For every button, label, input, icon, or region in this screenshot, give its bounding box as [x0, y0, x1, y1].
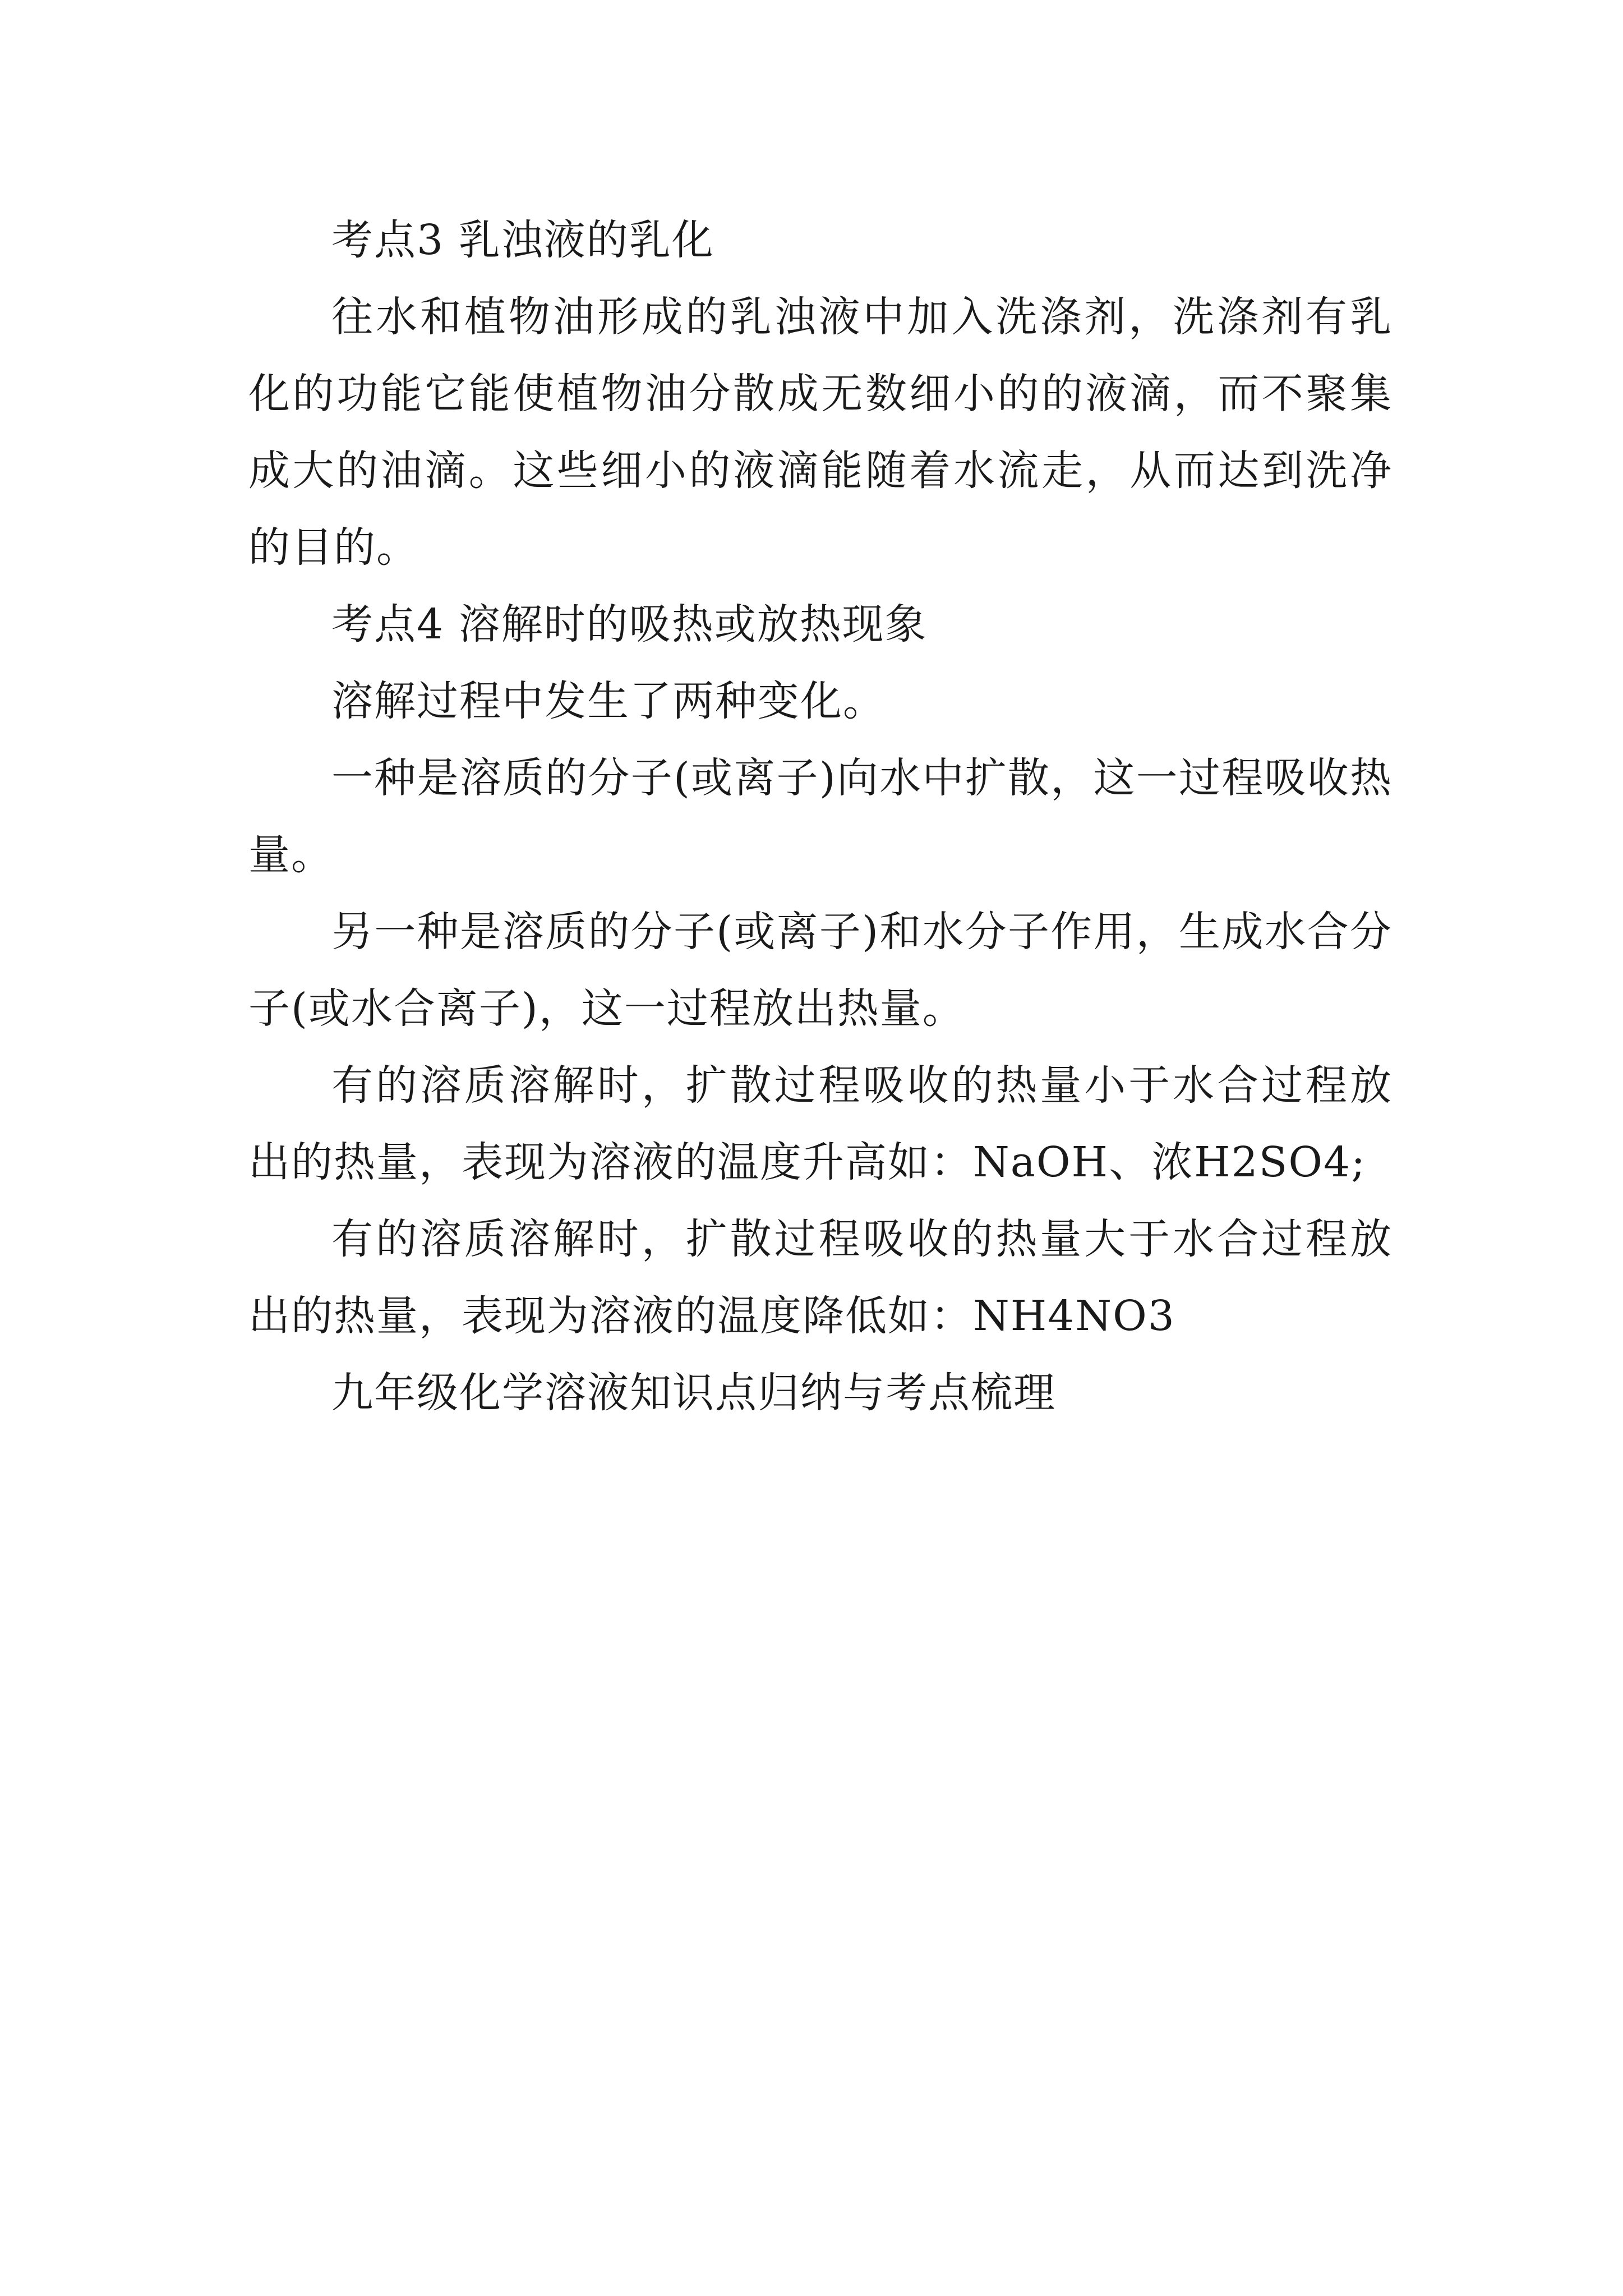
paragraph-two-changes: 溶解过程中发生了两种变化。	[331, 677, 886, 725]
document-body	[248, 202, 1393, 1432]
paragraph-temperature-rise: 有的溶质溶解时，扩散过程吸收的热量小于水合过程放出的热量，表现为溶液的温度升高如：NaOH、浓H2SO4;	[248, 1061, 1393, 1186]
paragraph-emulsification: 往水和植物油形成的乳浊液中加入洗涤剂，洗涤剂有乳化的功能它能使植物油分散成无数细小的的液滴，而不聚集成大的油滴。这些细小的液滴能随着水流走，从而达到洗净的目的。	[248, 293, 1393, 572]
section-heading-emulsification: 考点3 乳浊液的乳化	[331, 216, 714, 264]
paragraph-hydration: 另一种是溶质的分子(或离子)和水分子作用，生成水合分子(或水合离子)，这一过程放出热量。	[248, 908, 1393, 1033]
paragraph-temperature-drop: 有的溶质溶解时，扩散过程吸收的热量大于水合过程放出的热量，表现为溶液的温度降低如：NH4NO3	[248, 1215, 1393, 1340]
document-footer-title: 九年级化学溶液知识点归纳与考点梳理	[331, 1369, 1056, 1417]
paragraph-diffusion: 一种是溶质的分子(或离子)向水中扩散，这一过程吸收热量。	[248, 754, 1393, 879]
section-heading-dissolution-heat: 考点4 溶解时的吸热或放热现象	[331, 600, 928, 648]
